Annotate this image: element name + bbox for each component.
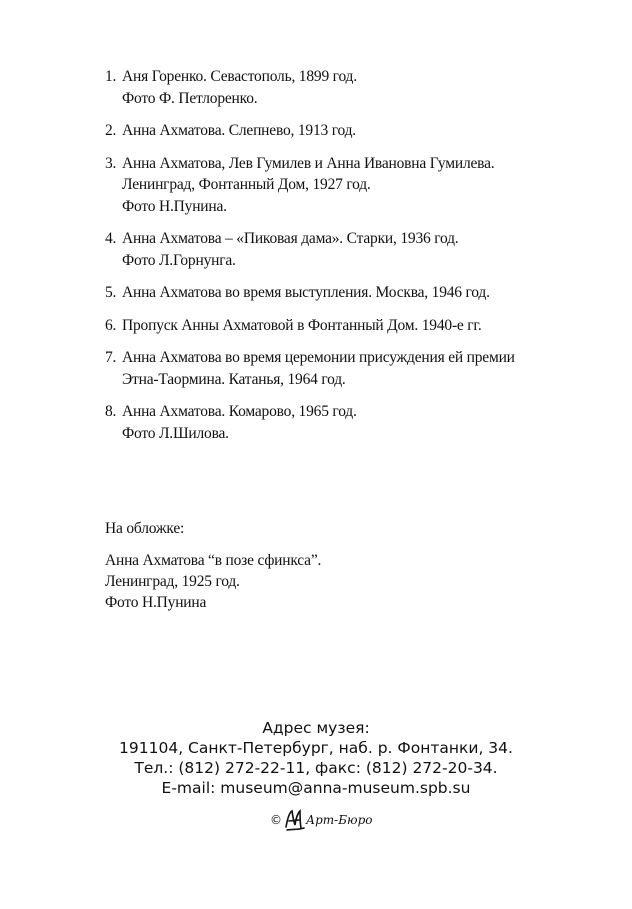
address-street: 191104, Санкт-Петербург, наб. р. Фонтанки, 34. bbox=[119, 739, 513, 757]
address-phone: Тел.: (812) 272-22-11, факс: (812) 272-20-34. bbox=[134, 759, 498, 777]
caption-line: Фото Ф. Петлоренко. bbox=[122, 89, 258, 107]
caption-line: Фото Л.Горнунга. bbox=[122, 251, 236, 269]
photo-captions-list bbox=[105, 66, 605, 455]
cover-line: Ленинград, 1925 год. bbox=[105, 573, 240, 590]
logo-text: Арт-Бюро bbox=[306, 813, 373, 827]
caption-item bbox=[105, 153, 605, 218]
caption-number: 6. bbox=[105, 316, 117, 334]
cover-note bbox=[105, 518, 321, 613]
caption-number: 7. bbox=[105, 349, 117, 366]
caption-line: Этна-Таормина. Катанья, 1964 год. bbox=[122, 370, 346, 388]
caption-line: Анна Ахматова. Слепнево, 1913 год. bbox=[122, 122, 356, 139]
caption-line: Фото Л.Шилова. bbox=[122, 424, 229, 442]
caption-number: 1. bbox=[105, 68, 117, 85]
caption-item bbox=[105, 401, 605, 444]
caption-line: Анна Ахматова во время церемонии присуждения ей премии bbox=[122, 349, 515, 366]
copyright-symbol: © bbox=[270, 813, 282, 827]
caption-line: Анна Ахматова. Комарово, 1965 год. bbox=[122, 403, 357, 420]
caption-number: 5. bbox=[105, 284, 117, 301]
caption-item bbox=[105, 66, 605, 109]
caption-line: Аня Горенко. Севастополь, 1899 год. bbox=[122, 68, 357, 85]
caption-item bbox=[105, 315, 605, 337]
cover-heading: На обложке: bbox=[105, 520, 185, 537]
caption-item bbox=[105, 282, 605, 304]
caption-number: 4. bbox=[105, 230, 117, 247]
address-heading: Адрес музея: bbox=[262, 719, 370, 737]
caption-line: Фото Н.Пунина. bbox=[122, 197, 227, 215]
caption-line: Пропуск Анны Ахматовой в Фонтанный Дом. 1940-е гг. bbox=[122, 316, 482, 334]
caption-line: Ленинград, Фонтанный Дом, 1927 год. bbox=[122, 176, 371, 193]
monogram-icon bbox=[284, 808, 306, 832]
caption-line: Анна Ахматова, Лев Гумилев и Анна Ивановна Гумилева. bbox=[122, 154, 495, 172]
caption-line: Анна Ахматова – «Пиковая дама». Старки, 1936 год. bbox=[122, 230, 459, 247]
museum-address bbox=[0, 718, 632, 798]
cover-line: Фото Н.Пунина bbox=[105, 594, 207, 611]
caption-number: 2. bbox=[105, 122, 117, 139]
cover-line: Анна Ахматова “в позе сфинкса”. bbox=[105, 552, 322, 569]
publisher-logo bbox=[270, 808, 373, 832]
caption-item bbox=[105, 120, 605, 142]
caption-number: 3. bbox=[105, 154, 117, 172]
caption-item bbox=[105, 347, 605, 390]
caption-line: Анна Ахматова во время выступления. Москва, 1946 год. bbox=[122, 284, 490, 301]
address-email: E-mail: museum@anna-museum.spb.su bbox=[161, 779, 471, 797]
caption-number: 8. bbox=[105, 403, 117, 420]
caption-item bbox=[105, 228, 605, 271]
